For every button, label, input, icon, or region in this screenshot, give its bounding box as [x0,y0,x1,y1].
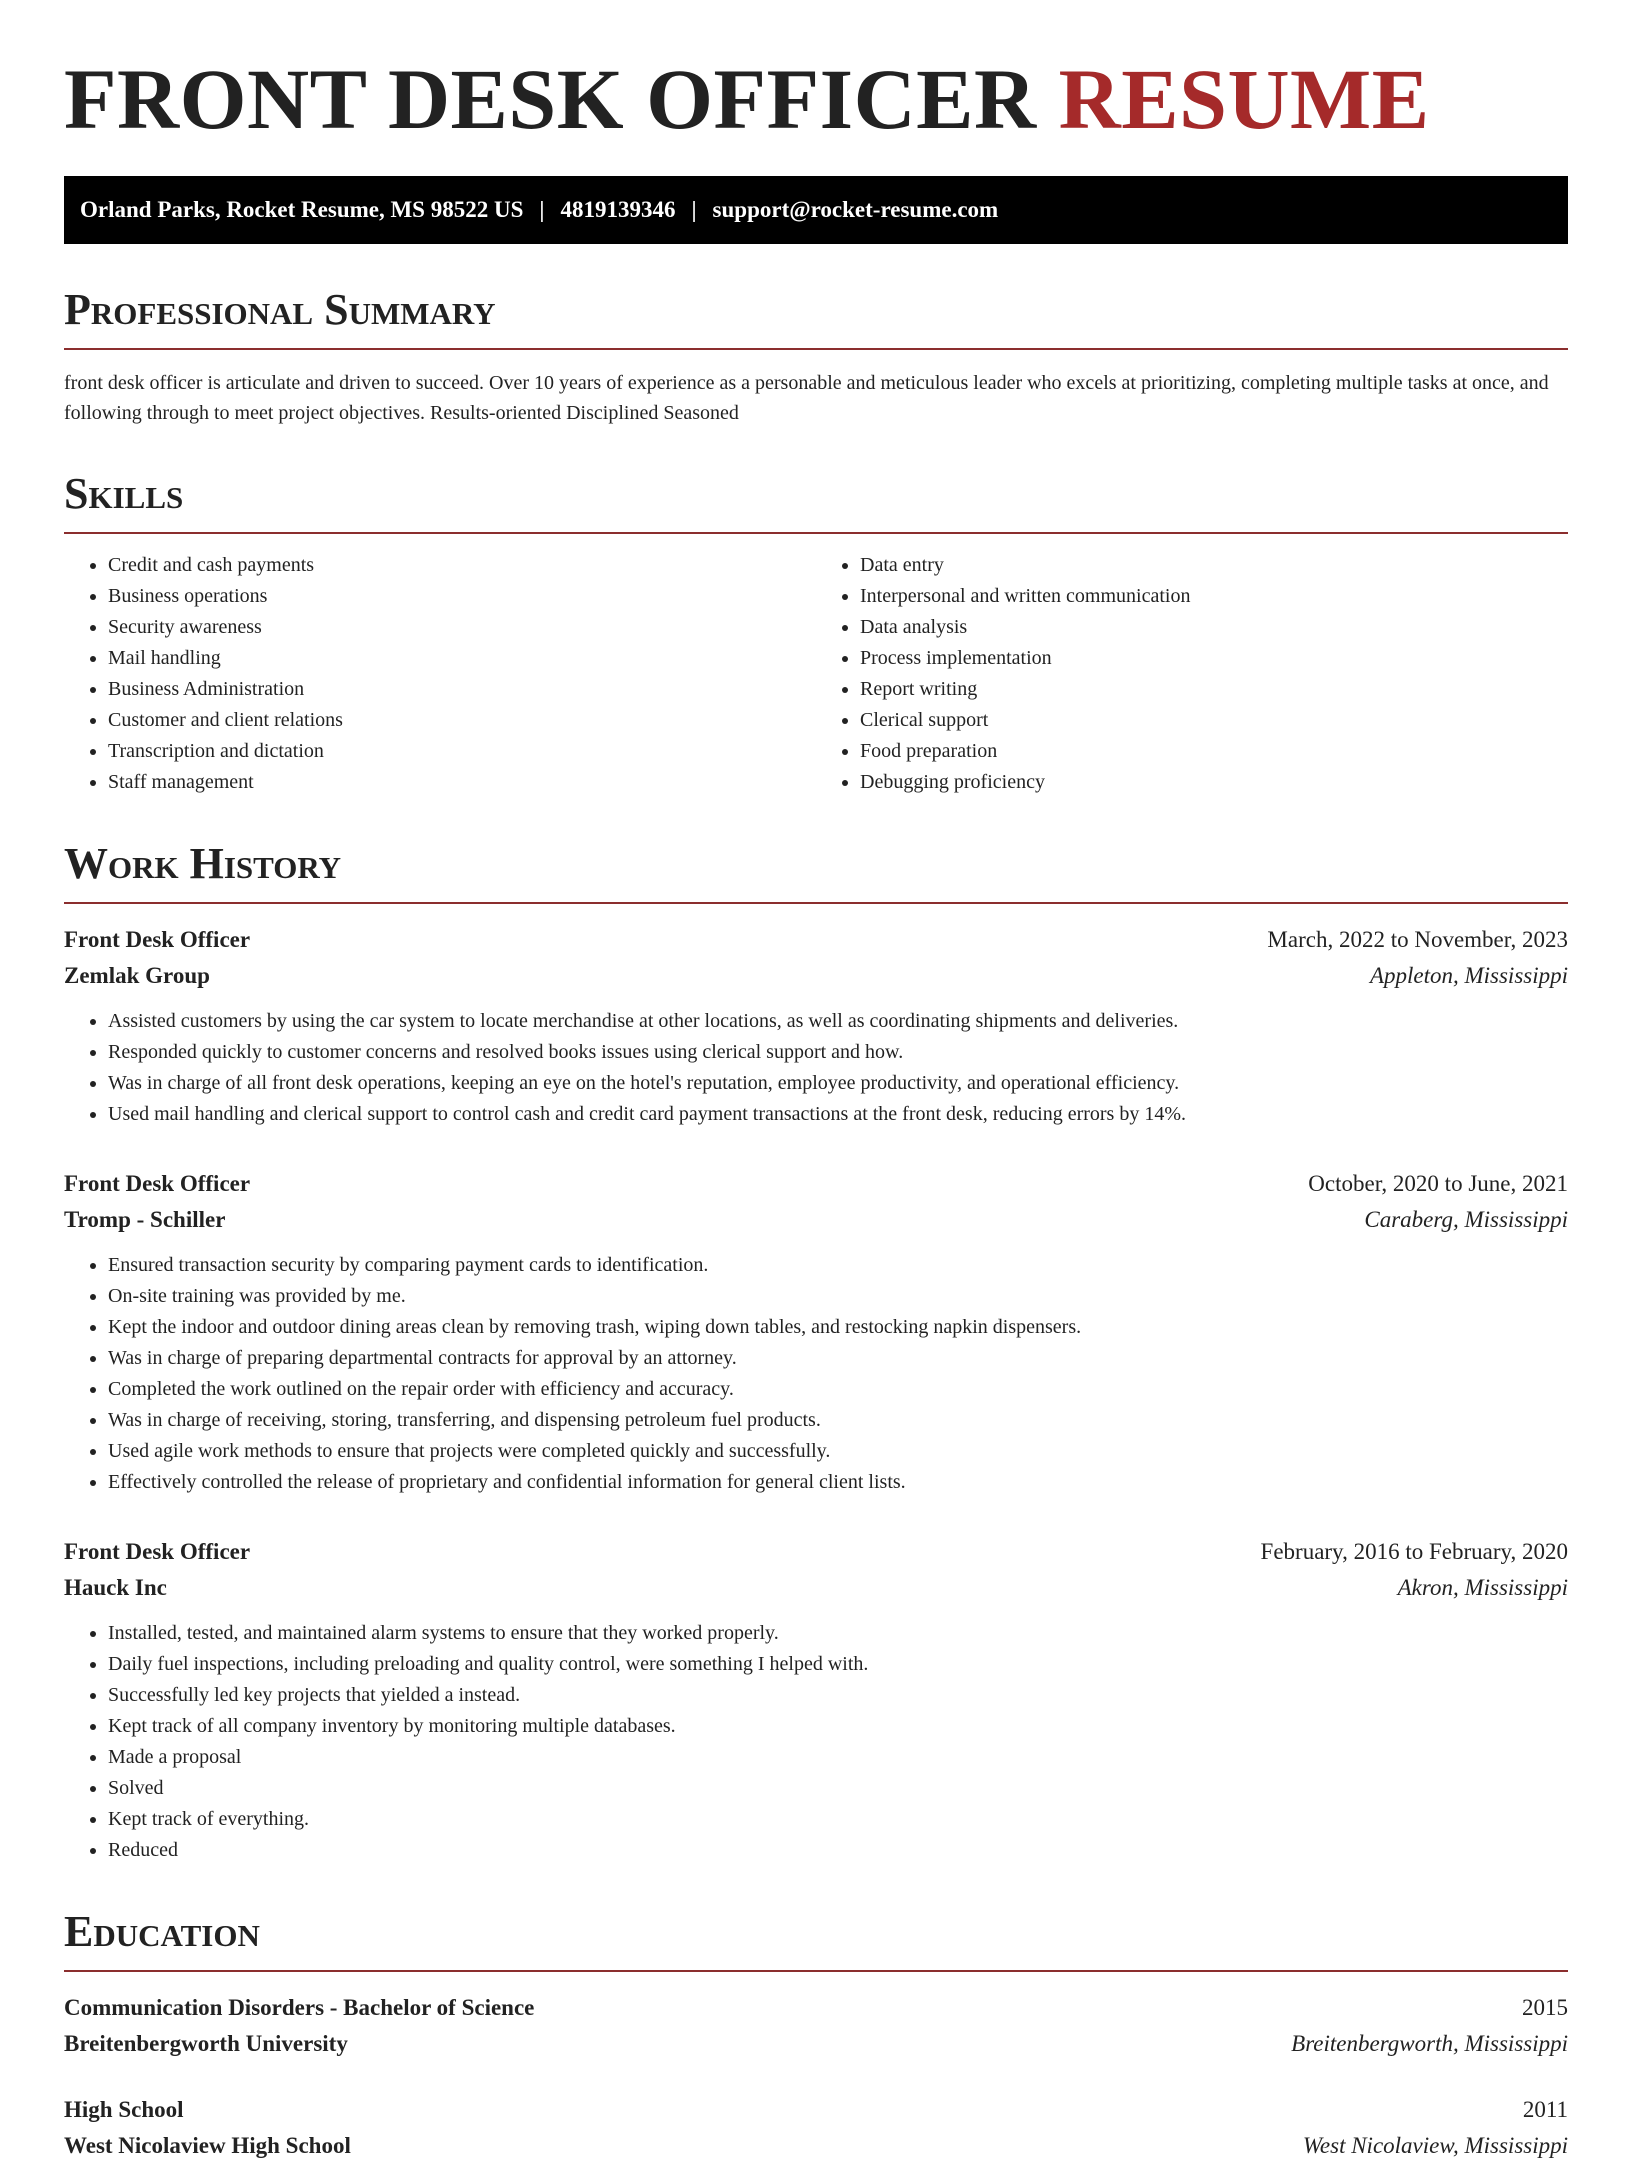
education-header-row [64,2092,1568,2128]
job-bullet: • Reduced [108,1835,1568,1866]
education-location: West Nicolaview, Mississippi [1302,2133,1568,2158]
job-bullet: • Daily fuel inspections, including preloading and quality control, were something I helped with. [108,1649,1568,1680]
job-bullet: • Solved [108,1773,1568,1804]
skill-item: • Debugging proficiency [860,767,1568,798]
skill-item: • Transcription and dictation [108,736,816,767]
resume-title [64,51,1568,147]
title-accent: RESUME [1058,51,1430,147]
skill-item: • Business Administration [108,674,816,705]
education-school-row [64,2026,1568,2062]
skill-item: • Data entry [860,550,1568,581]
job-dates: February, 2016 to February, 2020 [1260,1539,1568,1564]
skill-item: • Report writing [860,674,1568,705]
skills-list [64,550,1568,798]
job-company: Tromp - Schiller [64,1207,226,1232]
contact-bar [64,176,1568,244]
job-bullet: • Completed the work outlined on the repair order with efficiency and accuracy. [108,1374,1568,1405]
education-entry [64,2092,1568,2164]
job-bullet: • On-site training was provided by me. [108,1281,1568,1312]
job-entry [64,1534,1568,1866]
skill-item: • Credit and cash payments [108,550,816,581]
contact-address: Orland Parks, Rocket Resume, MS 98522 US [80,197,524,222]
skill-item: • Staff management [108,767,816,798]
job-company-row [64,1570,1568,1606]
skill-item: • Food preparation [860,736,1568,767]
skill-item: • Security awareness [108,612,816,643]
job-title: Front Desk Officer [64,1539,251,1564]
job-bullet: • Kept the indoor and outdoor dining areas clean by removing trash, wiping down tables, and restocking napkin dispensers. [108,1312,1568,1343]
skill-item: • Data analysis [860,612,1568,643]
job-bullets [64,1250,1568,1498]
skills-column-left [64,550,816,798]
job-bullet: • Kept track of everything. [108,1804,1568,1835]
education-year: 2011 [1522,2097,1568,2122]
job-bullet: • Used agile work methods to ensure that projects were completed quickly and successfully. [108,1436,1568,1467]
skill-item: • Customer and client relations [108,705,816,736]
job-bullet: • Was in charge of all front desk operations, keeping an eye on the hotel's reputation, employee productivity, and operational efficiency. [108,1068,1568,1099]
job-bullets [64,1006,1568,1130]
job-header-row [64,1534,1568,1570]
education-school: West Nicolaview High School [64,2133,351,2158]
contact-separator: | [539,197,545,222]
job-header-row [64,1166,1568,1202]
job-company-row [64,958,1568,994]
job-header-row [64,922,1568,958]
education-heading: Education [64,1910,1568,1972]
skill-item: • Business operations [108,581,816,612]
skills-heading: Skills [64,472,1568,534]
job-location: Appleton, Mississippi [1369,963,1568,988]
job-company-row [64,1202,1568,1238]
job-bullet: • Was in charge of preparing departmental contracts for approval by an attorney. [108,1343,1568,1374]
job-dates: October, 2020 to June, 2021 [1308,1171,1568,1196]
job-bullet: • Responded quickly to customer concerns and resolved books issues using clerical support and how. [108,1037,1568,1068]
work-history-heading: Work History [64,842,1568,904]
job-bullet: • Effectively controlled the release of proprietary and confidential information for general client lists. [108,1467,1568,1498]
job-bullets [64,1618,1568,1866]
job-title: Front Desk Officer [64,927,251,952]
skill-item: • Clerical support [860,705,1568,736]
job-bullet: • Made a proposal [108,1742,1568,1773]
education-degree: High School [64,2097,184,2122]
contact-phone: 4819139346 [560,197,676,222]
job-company: Zemlak Group [64,963,210,988]
job-bullet: • Successfully led key projects that yielded a instead. [108,1680,1568,1711]
contact-email[interactable]: support@rocket-resume.com [712,197,999,222]
job-bullet: • Installed, tested, and maintained alarm systems to ensure that they worked properly. [108,1618,1568,1649]
job-dates: March, 2022 to November, 2023 [1267,927,1568,952]
job-bullet: • Assisted customers by using the car system to locate merchandise at other locations, as well as coordinating shipments and deliveries. [108,1006,1568,1037]
education-year: 2015 [1522,1995,1568,2020]
job-bullet: • Was in charge of receiving, storing, transferring, and dispensing petroleum fuel products. [108,1405,1568,1436]
job-company: Hauck Inc [64,1575,167,1600]
job-location: Akron, Mississippi [1397,1575,1568,1600]
job-title: Front Desk Officer [64,1171,251,1196]
skills-column-right [816,550,1568,798]
education-header-row [64,1990,1568,2026]
summary-heading: Professional Summary [64,288,1568,350]
job-entry [64,922,1568,1130]
skill-item: • Interpersonal and written communication [860,581,1568,612]
education-school: Breitenbergworth University [64,2031,348,2056]
education-school-row [64,2128,1568,2164]
title-main: FRONT DESK OFFICER [64,51,1037,147]
job-bullet: • Kept track of all company inventory by monitoring multiple databases. [108,1711,1568,1742]
education-degree: Communication Disorders - Bachelor of Science [64,1995,535,2020]
education-location: Breitenbergworth, Mississippi [1291,2031,1568,2056]
job-bullet: • Ensured transaction security by comparing payment cards to identification. [108,1250,1568,1281]
skill-item: • Process implementation [860,643,1568,674]
job-bullet: • Used mail handling and clerical support to control cash and credit card payment transactions at the front desk, reducing errors by 14%. [108,1099,1568,1130]
job-location: Caraberg, Mississippi [1364,1207,1568,1232]
education-entry [64,1990,1568,2062]
contact-separator: | [691,197,697,222]
summary-text: front desk officer is articulate and driven to succeed. Over 10 years of experience as a personable and meticulous leader who excels at prioritizing, completing multiple tasks at once, and following through to meet project objectives. Results-oriented Disciplined Seasoned [64,372,1549,424]
skill-item: • Mail handling [108,643,816,674]
job-entry [64,1166,1568,1498]
